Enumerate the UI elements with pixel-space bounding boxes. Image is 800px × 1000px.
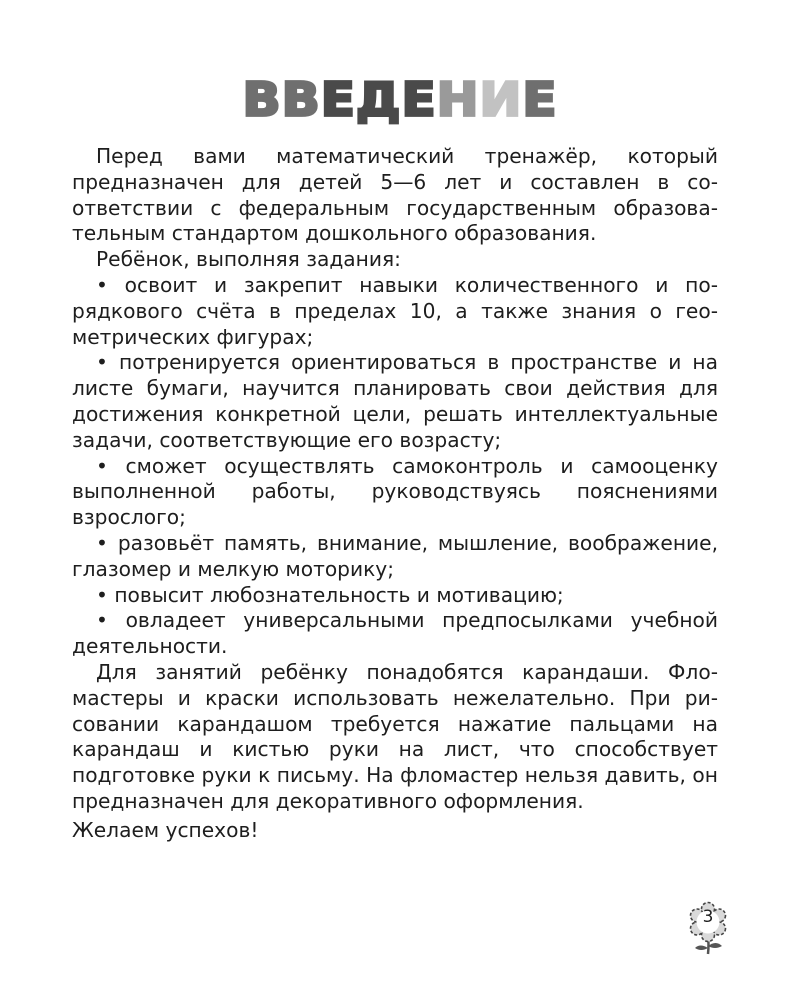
bullet-item: • потренируется ориентироваться в пространстве и на листе бумаги, научится планировать свои действия для достижения конкретной цели, решать интеллектуальные задачи, соответствующие его возрасту; <box>72 350 718 452</box>
title-letter: Е <box>320 73 356 127</box>
materials-paragraph: Для занятий ребёнку понадобятся карандаши. Фломастеры и краски использовать нежелательно. При рисовании карандашом требуется нажатие пальцами на карандаш и кистью руки на лист, что способствует подготовке руки к письму. На фломастер нельзя давить, он предназначен для декоративного оформления. <box>72 659 718 813</box>
title-letter: Д <box>355 73 402 127</box>
bullet-item: • овладеет универсальными предпосылками учебной деятельности. <box>72 608 718 659</box>
bullet-item: • повысит любознательность и мотивацию; <box>96 582 564 607</box>
closing-wish: Желаем успехов! <box>72 817 259 842</box>
intro-paragraph: Перед вами математический тренажёр, который предназначен для детей 5—6 лет и составлен в соответствии с федеральным государственным образовательным стандартом дошкольного образования. <box>72 144 718 246</box>
title-letter: Н <box>436 73 480 127</box>
page-number: 3 <box>702 907 714 927</box>
title-letter: В <box>281 73 321 127</box>
page-number-badge <box>684 900 734 956</box>
bullet-item: • освоит и закрепит навыки количественного и порядкового счёта в пределах 10, а также знания о геометрических фигурах; <box>72 272 718 349</box>
title-letter: Е <box>401 73 437 127</box>
bullet-item: • сможет осуществлять самоконтроль и самооценку выполненной работы, руководствуясь пояснениями взрослого; <box>72 453 718 530</box>
title-letter: В <box>242 73 282 127</box>
skills-intro: Ребёнок, выполняя задания: <box>96 247 401 272</box>
page-title <box>0 70 800 130</box>
title-letter: Е <box>522 73 558 127</box>
body-text <box>72 144 718 844</box>
title-letter: И <box>479 73 523 127</box>
bullet-item: • разовьёт память, внимание, мышление, воображение, глазомер и мелкую моторику; <box>72 530 718 581</box>
